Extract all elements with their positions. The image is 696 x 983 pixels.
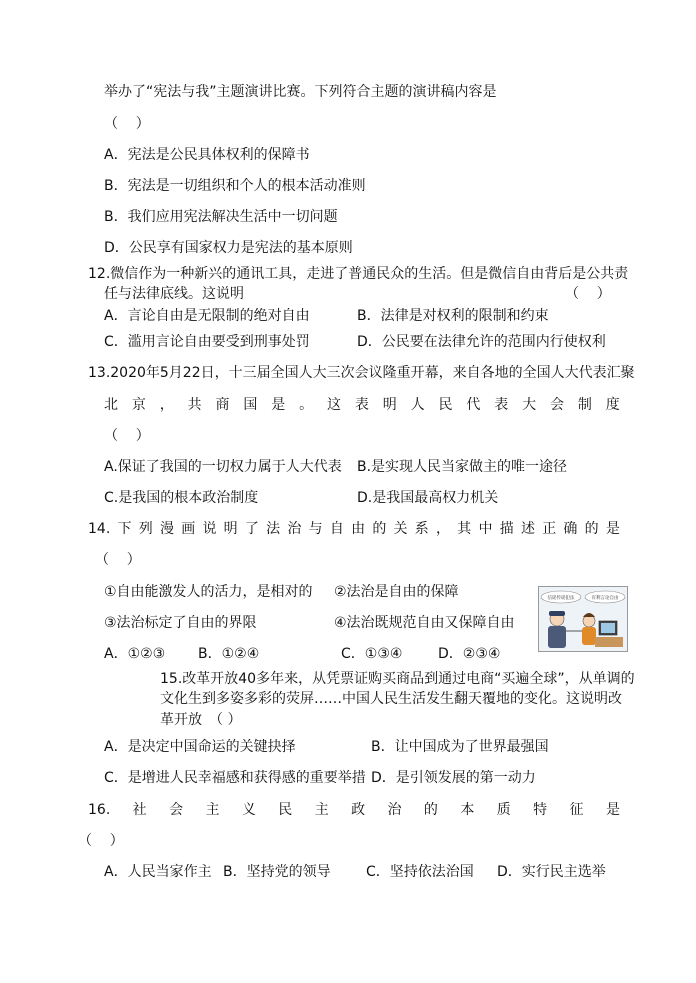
q14-stem-char: 确 — [563, 521, 578, 537]
q14-option-c[interactable]: C．①③④ — [341, 646, 403, 662]
q13-stem-char: 共 — [187, 397, 202, 413]
q13-stem-char: 度 — [605, 397, 620, 413]
q14-answer-paren[interactable]: （ ） — [95, 552, 141, 568]
q16-stem-char: 本 — [460, 802, 475, 818]
q13-stem-char: 民 — [438, 397, 453, 413]
q15-stem-line3: 革开放 （ ） — [160, 712, 242, 728]
q14-stem-char: 其 — [457, 521, 472, 537]
q12-option-a[interactable]: A．言论自由是无限制的绝对自由 — [104, 308, 310, 324]
q13-stem-char: 这 — [327, 397, 341, 413]
q13-stem-char: 制 — [577, 397, 592, 413]
q15-option-a[interactable]: A．是决定中国命运的关键抉择 — [104, 739, 296, 755]
q16-option-d[interactable]: D．实行民主选举 — [497, 864, 606, 880]
q13-stem-char: 是 — [271, 397, 286, 413]
q14-stem-char: 说 — [202, 521, 217, 537]
q14-item-1: ①自由能激发人的活力，是相对的 — [104, 584, 313, 600]
q14-stem-char: 中 — [478, 521, 493, 537]
q12-option-c[interactable]: C．滥用言论自由要受到刑事处罚 — [104, 334, 310, 350]
q13-option-b[interactable]: B.是实现人民当家做主的唯一途径 — [357, 459, 568, 475]
q14-stem — [88, 520, 620, 538]
q16-option-a[interactable]: A．人民当家作主 — [104, 864, 212, 880]
q13-stem-char: 代 — [466, 397, 481, 413]
cartoon-illustration — [539, 587, 627, 651]
q14-stem-char: ， — [436, 521, 451, 537]
q12-stem-line1: 12.微信作为一种新兴的通讯工具，走进了普通民众的生活。但是微信自由背后是公共责 — [88, 266, 629, 282]
q13-answer-paren[interactable]: （ ） — [104, 428, 150, 444]
q16-stem-char: 会 — [169, 802, 184, 818]
q13-stem-char: 表 — [354, 397, 369, 413]
q14-stem-char: 14. — [88, 521, 111, 537]
q14-cartoon-image — [538, 586, 628, 652]
q14-stem-char: 明 — [223, 521, 238, 537]
q16-stem-char: 征 — [569, 802, 584, 818]
q11-answer-paren[interactable]: （ ） — [104, 116, 150, 132]
q13-stem-char: 北 — [104, 397, 118, 413]
q14-stem-char: 列 — [138, 521, 153, 537]
q14-stem-char: 由 — [351, 521, 366, 537]
q14-option-a[interactable]: A．①②③ — [104, 646, 166, 662]
q16-stem-char: 主 — [205, 802, 220, 818]
q16-stem — [88, 801, 620, 819]
q14-item-2: ②法治是自由的保障 — [334, 584, 459, 600]
q16-stem-char: 社 — [132, 802, 147, 818]
q13-option-c[interactable]: C.是我国的根本政治制度 — [104, 490, 259, 506]
q16-stem-char: 质 — [496, 802, 511, 818]
q16-stem-char: 治 — [387, 802, 402, 818]
q11-option-d[interactable]: D．公民享有国家权力是宪法的基本原则 — [104, 240, 353, 256]
q14-stem-char: 画 — [181, 521, 196, 537]
q14-stem-char: 与 — [308, 521, 323, 537]
q16-stem-char: 民 — [278, 802, 293, 818]
q13-stem-char: 。 — [299, 397, 314, 413]
q14-stem-char: 了 — [244, 521, 259, 537]
q11-option-b2[interactable]: B．我们应用宪法解决生活中一切问题 — [104, 209, 338, 225]
q16-stem-char: 政 — [351, 802, 366, 818]
q14-option-d[interactable]: D．②③④ — [438, 646, 501, 662]
q15-option-c[interactable]: C．是增进人民幸福感和获得感的重要举措 — [104, 770, 366, 786]
q16-stem-char: 16. — [88, 802, 111, 818]
q15-option-d[interactable]: D．是引领发展的第一动力 — [371, 770, 536, 786]
q14-item-4: ④法治既规范自由又保障自由 — [334, 615, 515, 631]
q16-stem-char: 是 — [605, 802, 620, 818]
q13-stem-char: ， — [159, 397, 174, 413]
q14-stem-char: 自 — [329, 521, 344, 537]
q13-stem-char: 人 — [410, 397, 425, 413]
q15-stem-line1: 15.改革开放40多年来，从凭票证购买商品到通过电商“买遍全球”，从单调的 — [160, 671, 635, 687]
q12-stem-line2: 任与法律底线。这说明 — [104, 286, 244, 302]
q14-stem-char: 下 — [117, 521, 132, 537]
q14-stem-char: 的 — [584, 521, 599, 537]
q14-stem-char: 法 — [266, 521, 281, 537]
q16-stem-char: 义 — [241, 802, 256, 818]
q12-option-b[interactable]: B．法律是对权利的限制和约束 — [357, 308, 549, 324]
q14-stem-char: 是 — [605, 521, 620, 537]
q14-stem-char: 正 — [542, 521, 557, 537]
q14-option-b[interactable]: B．①②④ — [198, 646, 260, 662]
q11-stem: 举办了“宪法与我”主题演讲比赛。下列符合主题的演讲稿内容是 — [104, 84, 497, 100]
q11-option-a[interactable]: A．宪法是公民具体权利的保障书 — [104, 147, 310, 163]
q12-answer-paren[interactable]: （ ） — [565, 286, 611, 302]
q14-stem-char: 治 — [287, 521, 302, 537]
cartoon-bubble-right: 有利言论自由 — [591, 596, 619, 601]
q15-stem-line2: 文化生到多姿多彩的荧屏……中国人民生活发生翻天覆地的变化。这说明改 — [160, 691, 622, 707]
cartoon-bubble-left: 信谣传谣犯法 — [547, 596, 575, 601]
q13-stem-char: 大 — [522, 397, 537, 413]
q16-stem-char: 的 — [423, 802, 438, 818]
q16-stem-char: 主 — [314, 802, 329, 818]
q14-stem-char: 描 — [499, 521, 514, 537]
q13-stem-char: 商 — [215, 397, 230, 413]
q12-option-d[interactable]: D．公民要在法律允许的范围内行使权利 — [357, 334, 606, 350]
q13-stem-char: 表 — [494, 397, 509, 413]
q14-stem-char: 关 — [393, 521, 408, 537]
q14-stem-char: 系 — [414, 521, 429, 537]
q13-stem-line1: 13.2020年5月22日，十三届全国人大三次会议隆重开幕，来自各地的全国人大代表汇聚 — [88, 365, 635, 381]
q13-stem-char: 明 — [382, 397, 397, 413]
q16-option-c[interactable]: C．坚持依法治国 — [366, 864, 474, 880]
q16-stem-char: 特 — [533, 802, 548, 818]
q14-stem-char: 漫 — [159, 521, 174, 537]
q13-stem-line2 — [104, 396, 620, 414]
q13-stem-char: 国 — [243, 397, 258, 413]
q16-option-b[interactable]: B．坚持党的领导 — [223, 864, 331, 880]
q13-option-a[interactable]: A.保证了我国的一切权力属于人大代表 — [104, 459, 342, 475]
q13-stem-char: 会 — [550, 397, 564, 413]
q14-stem-char: 的 — [372, 521, 387, 537]
q14-item-3: ③法治标定了自由的界限 — [104, 615, 257, 631]
q15-option-b[interactable]: B．让中国成为了世界最强国 — [371, 739, 549, 755]
q14-stem-char: 述 — [520, 521, 535, 537]
q13-stem-char: 京 — [131, 397, 146, 413]
q16-answer-paren[interactable]: （ ） — [78, 833, 124, 849]
q13-option-d[interactable]: D.是我国最高权力机关 — [357, 490, 499, 506]
q11-option-b[interactable]: B．宪法是一切组织和个人的根本活动准则 — [104, 178, 366, 194]
